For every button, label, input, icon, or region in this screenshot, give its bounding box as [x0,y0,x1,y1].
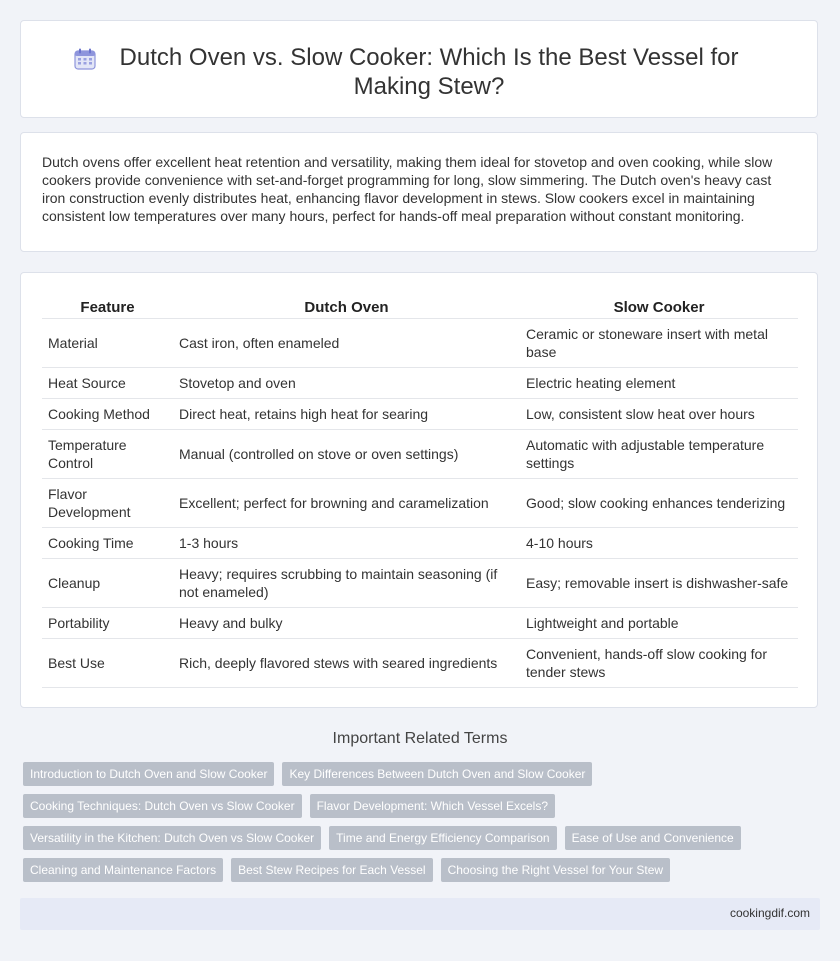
header-slow-cooker: Slow Cooker [520,293,798,319]
related-tag[interactable]: Key Differences Between Dutch Oven and Slow Cooker [282,762,592,786]
related-terms-tags [23,762,813,890]
table-row [42,559,798,608]
dutch-oven-cell: Manual (controlled on stove or oven settings) [173,430,520,479]
table-row [42,608,798,639]
table-header-row [42,293,798,319]
slow-cooker-cell: Ceramic or stoneware insert with metal base [520,319,798,368]
feature-cell: Cooking Method [42,399,173,430]
intro-card [20,132,818,252]
intro-paragraph: Dutch ovens offer excellent heat retention and versatility, making them ideal for stovetop and oven cooking, while slow cookers provide convenience with set-and-forget programming for long, slow simmering. The Dutch oven's heavy cast iron construction evenly distributes heat, enhancing flavor development in stews. Slow cookers excel in maintaining consistent low temperatures over many hours, perfect for hands-off meal preparation without constant monitoring. [42,154,773,224]
table-row [42,528,798,559]
dutch-oven-cell: 1-3 hours [173,528,520,559]
table-row [42,639,798,688]
tag-row [23,826,813,850]
table-row [42,479,798,528]
dutch-oven-cell: Cast iron, often enameled [173,319,520,368]
header-feature: Feature [42,293,173,319]
feature-cell: Portability [42,608,173,639]
related-tag[interactable]: Choosing the Right Vessel for Your Stew [441,858,670,882]
dutch-oven-cell: Rich, deeply flavored stews with seared ingredients [173,639,520,688]
slow-cooker-cell: Good; slow cooking enhances tenderizing [520,479,798,528]
related-tag[interactable]: Flavor Development: Which Vessel Excels? [310,794,555,818]
table-row [42,368,798,399]
feature-cell: Heat Source [42,368,173,399]
footer [20,898,820,930]
slow-cooker-cell: 4-10 hours [520,528,798,559]
calendar-icon [73,47,97,71]
slow-cooker-cell: Electric heating element [520,368,798,399]
related-tag[interactable]: Versatility in the Kitchen: Dutch Oven vs Slow Cooker [23,826,321,850]
slow-cooker-cell: Easy; removable insert is dishwasher-safe [520,559,798,608]
dutch-oven-cell: Direct heat, retains high heat for searing [173,399,520,430]
tag-row [23,794,813,818]
slow-cooker-cell: Low, consistent slow heat over hours [520,399,798,430]
related-tag[interactable]: Cleaning and Maintenance Factors [23,858,223,882]
dutch-oven-cell: Excellent; perfect for browning and caramelization [173,479,520,528]
feature-cell: Material [42,319,173,368]
related-tag[interactable]: Introduction to Dutch Oven and Slow Cooker [23,762,274,786]
related-terms-title: Important Related Terms [332,730,508,747]
slow-cooker-cell: Automatic with adjustable temperature settings [520,430,798,479]
comparison-table [42,293,798,688]
title-card [20,20,818,118]
page-title: Dutch Oven vs. Slow Cooker: Which Is the Best Vessel for Making Stew? [119,44,739,100]
feature-cell: Temperature Control [42,430,173,479]
table-row [42,319,798,368]
comparison-card [20,272,818,708]
feature-cell: Cooking Time [42,528,173,559]
footer-site-link[interactable]: cookingdif.com [729,906,810,920]
feature-cell: Best Use [42,639,173,688]
related-tag[interactable]: Time and Energy Efficiency Comparison [329,826,556,850]
dutch-oven-cell: Heavy; requires scrubbing to maintain seasoning (if not enameled) [173,559,520,608]
header-dutch-oven: Dutch Oven [173,293,520,319]
tag-row [23,858,813,882]
slow-cooker-cell: Convenient, hands-off slow cooking for tender stews [520,639,798,688]
feature-cell: Flavor Development [42,479,173,528]
related-tag[interactable]: Cooking Techniques: Dutch Oven vs Slow Cooker [23,794,302,818]
table-row [42,399,798,430]
slow-cooker-cell: Lightweight and portable [520,608,798,639]
table-row [42,430,798,479]
related-tag[interactable]: Best Stew Recipes for Each Vessel [231,858,432,882]
feature-cell: Cleanup [42,559,173,608]
dutch-oven-cell: Stovetop and oven [173,368,520,399]
title-wrap [61,43,777,101]
dutch-oven-cell: Heavy and bulky [173,608,520,639]
related-tag[interactable]: Ease of Use and Convenience [565,826,741,850]
tag-row [23,762,813,786]
